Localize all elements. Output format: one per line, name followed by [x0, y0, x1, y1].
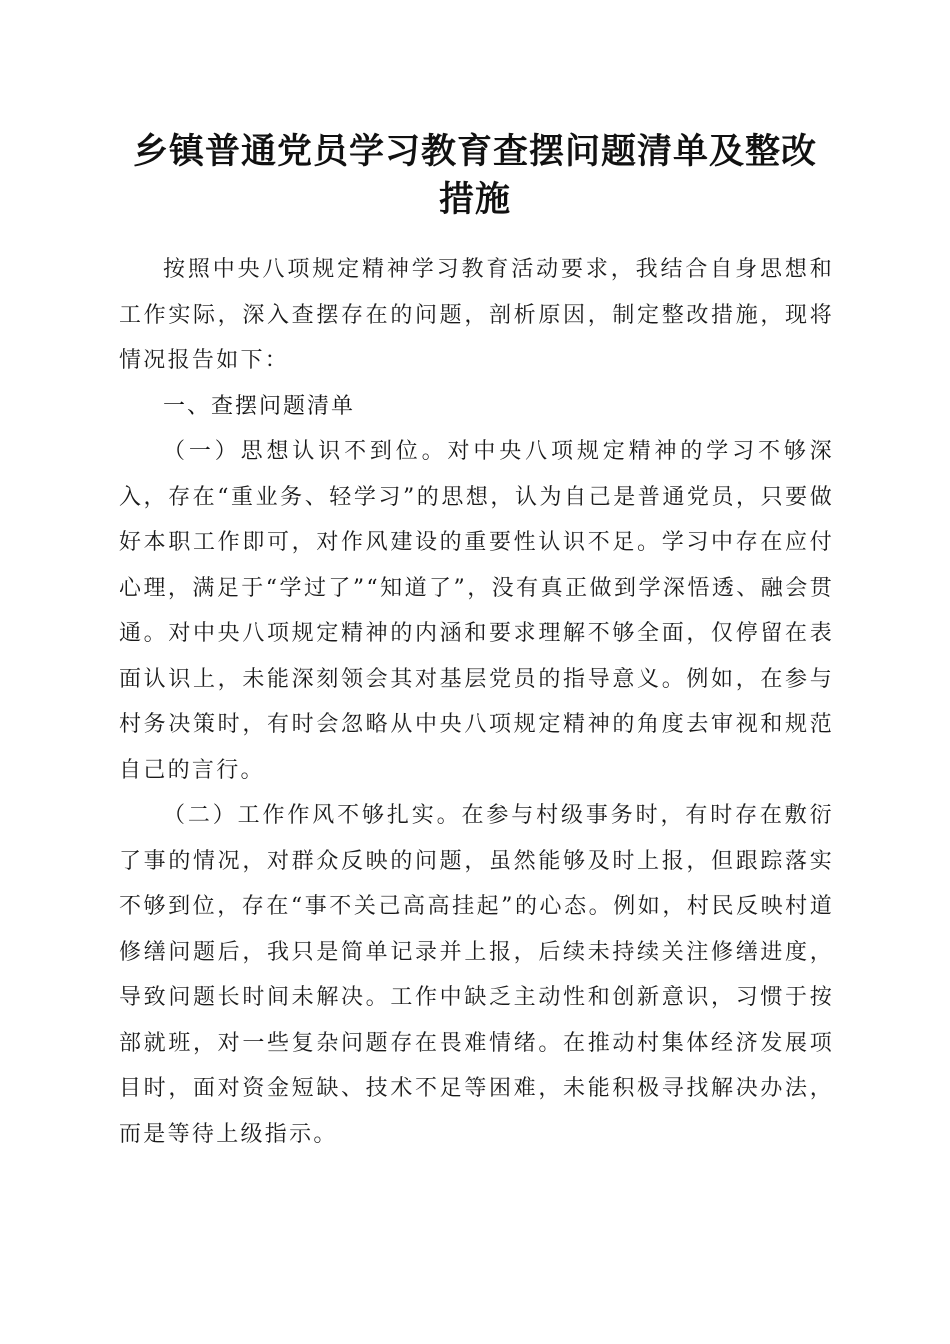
document-body [119, 247, 834, 1157]
problem-item-1-lead: （一）思想认识不到位。 [163, 439, 448, 464]
intro-paragraph: 按照中央八项规定精神学习教育活动要求，我结合自身思想和工作实际，深入查摆存在的问题，剖析原因，制定整改措施，现将情况报告如下： [119, 257, 834, 373]
problem-item-2 [119, 793, 834, 1157]
problem-item-2-lead: （二）工作作风不够扎实。 [163, 803, 462, 828]
problem-item-1-text: 对中央八项规定精神的学习不够深入，存在“重业务、轻学习”的思想，认为自己是普通党员，只要做好本职工作即可，对作风建设的重要性认识不足。学习中存在应付心理，满足于“学过了”“知道了”，没有真正做到学深悟透、融会贯通。对中央八项规定精神的内涵和要求理解不够全面，仅停留在表面认识上，未能深刻领会其对基层党员的指导意义。例如，在参与村务决策时，有时会忽略从中央八项规定精神的角度去审视和规范自己的言行。 [119, 439, 834, 783]
problem-item-1 [119, 429, 834, 793]
document-title: 乡镇普通党员学习教育查摆问题清单及整改措施 [132, 132, 817, 220]
section-heading: 一、查摆问题清单 [163, 393, 356, 419]
problem-item-2-text: 在参与村级事务时，有时存在敷衍了事的情况，对群众反映的问题，虽然能够及时上报，但跟踪落实不够到位，存在“事不关己高高挂起”的心态。例如，村民反映村道修缮问题后，我只是简单记录并上报，后续未持续关注修缮进度，导致问题长时间未解决。工作中缺乏主动性和创新意识，习惯于按部就班，对一些复杂问题存在畏难情绪。在推动村集体经济发展项目时，面对资金短缺、技术不足等困难，未能积极寻找解决办法，而是等待上级指示。 [119, 803, 834, 1147]
